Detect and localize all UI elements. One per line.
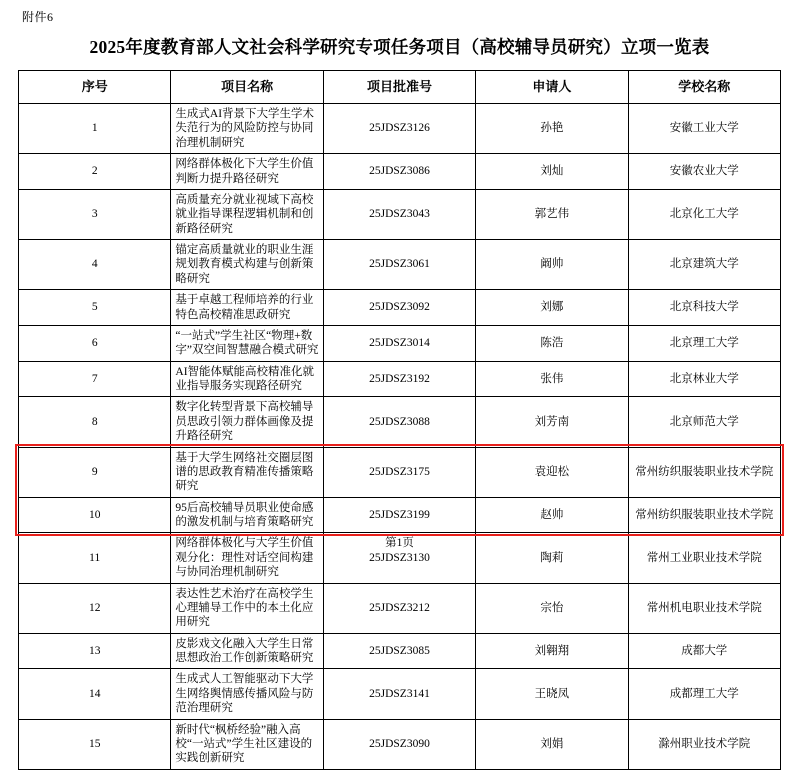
table-row [19, 240, 781, 290]
cell-seq: 13 [19, 633, 171, 669]
cell-applicant: 刘娟 [476, 719, 628, 769]
cell-school: 北京建筑大学 [628, 240, 780, 290]
cell-project-code: 25JDSZ3043 [323, 189, 475, 239]
cell-project-name: 生成式人工智能驱动下大学生网络舆情感传播风险与防范治理研究 [171, 669, 323, 719]
cell-project-code: 25JDSZ3061 [323, 240, 475, 290]
table-row [19, 325, 781, 361]
cell-seq: 2 [19, 154, 171, 190]
cell-seq: 14 [19, 669, 171, 719]
cell-applicant: 王晓凤 [476, 669, 628, 719]
table-header-row [19, 71, 781, 104]
cell-school: 安徽工业大学 [628, 104, 780, 154]
table-row [19, 447, 781, 497]
cell-project-code: 25JDSZ3086 [323, 154, 475, 190]
cell-project-name: 基于卓越工程师培养的行业特色高校精准思政研究 [171, 290, 323, 326]
table-row [19, 290, 781, 326]
cell-project-code: 25JDSZ3088 [323, 397, 475, 447]
column-header-code: 项目批准号 [323, 71, 475, 104]
table-row [19, 633, 781, 669]
cell-project-name: 网络群体极化与大学生价值观分化：理性对话空间构建与协同治理机制研究 [171, 533, 323, 583]
cell-seq: 5 [19, 290, 171, 326]
cell-school: 北京理工大学 [628, 325, 780, 361]
table-row [19, 104, 781, 154]
cell-project-code: 25JDSZ3085 [323, 633, 475, 669]
cell-seq: 9 [19, 447, 171, 497]
cell-school: 常州机电职业技术学院 [628, 583, 780, 633]
cell-applicant: 刘灿 [476, 154, 628, 190]
cell-seq: 10 [19, 497, 171, 533]
table-row [19, 361, 781, 397]
cell-school: 北京科技大学 [628, 290, 780, 326]
cell-project-code: 25JDSZ3014 [323, 325, 475, 361]
table-body [19, 104, 781, 770]
cell-school: 成都理工大学 [628, 669, 780, 719]
cell-project-code: 25JDSZ3199 [323, 497, 475, 533]
table-row [19, 397, 781, 447]
cell-project-code: 25JDSZ3192 [323, 361, 475, 397]
cell-seq: 7 [19, 361, 171, 397]
cell-project-name: 生成式AI背景下大学生学术失范行为的风险防控与协同治理机制研究 [171, 104, 323, 154]
cell-applicant: 宗怡 [476, 583, 628, 633]
cell-project-name: “一站式”学生社区“物理+数字”双空间智慧融合模式研究 [171, 325, 323, 361]
table-row [19, 154, 781, 190]
cell-applicant: 陈浩 [476, 325, 628, 361]
cell-seq: 15 [19, 719, 171, 769]
cell-seq: 12 [19, 583, 171, 633]
cell-applicant: 赵帅 [476, 497, 628, 533]
table-row [19, 669, 781, 719]
cell-project-name: 皮影戏文化融入大学生日常思想政治工作创新策略研究 [171, 633, 323, 669]
cell-applicant: 阚帅 [476, 240, 628, 290]
cell-school: 安徽农业大学 [628, 154, 780, 190]
cell-project-name: 表达性艺术治疗在高校学生心理辅导工作中的本土化应用研究 [171, 583, 323, 633]
cell-seq: 1 [19, 104, 171, 154]
cell-applicant: 郭艺伟 [476, 189, 628, 239]
cell-school: 常州工业职业技术学院 [628, 533, 780, 583]
cell-applicant: 刘翱翔 [476, 633, 628, 669]
cell-project-code: 25JDSZ3090 [323, 719, 475, 769]
cell-seq: 4 [19, 240, 171, 290]
page-title: 2025年度教育部人文社会科学研究专项任务项目（高校辅导员研究）立项一览表 [89, 37, 710, 57]
column-header-person: 申请人 [476, 71, 628, 104]
cell-applicant: 孙艳 [476, 104, 628, 154]
cell-project-name: 网络群体极化下大学生价值判断力提升路径研究 [171, 154, 323, 190]
column-header-seq: 序号 [19, 71, 171, 104]
table-row [19, 497, 781, 533]
cell-project-code: 25JDSZ3130 [323, 533, 475, 583]
cell-project-name: 新时代“枫桥经验”融入高校“一站式”学生社区建设的实践创新研究 [171, 719, 323, 769]
table-row [19, 583, 781, 633]
cell-project-name: 高质量充分就业视域下高校就业指导课程逻辑机制和创新路径研究 [171, 189, 323, 239]
table-row [19, 189, 781, 239]
cell-seq: 6 [19, 325, 171, 361]
cell-project-code: 25JDSZ3126 [323, 104, 475, 154]
attachment-label: 附件6 [22, 10, 54, 24]
column-header-name: 项目名称 [171, 71, 323, 104]
cell-project-name: 锚定高质量就业的职业生涯规划教育模式构建与创新策略研究 [171, 240, 323, 290]
cell-project-name: 95后高校辅导员职业使命感的激发机制与培育策略研究 [171, 497, 323, 533]
table-header [19, 71, 781, 104]
cell-project-code: 25JDSZ3092 [323, 290, 475, 326]
page-footer: 第1页 [385, 537, 414, 549]
cell-seq: 8 [19, 397, 171, 447]
cell-school: 常州纺织服装职业技术学院 [628, 447, 780, 497]
cell-school: 滁州职业技术学院 [628, 719, 780, 769]
cell-seq: 11 [19, 533, 171, 583]
cell-applicant: 张伟 [476, 361, 628, 397]
cell-project-name: AI智能体赋能高校精准化就业指导服务实现路径研究 [171, 361, 323, 397]
cell-project-code: 25JDSZ3141 [323, 669, 475, 719]
table-row [19, 719, 781, 769]
cell-applicant: 刘娜 [476, 290, 628, 326]
cell-project-name: 数字化转型背景下高校辅导员思政引领力群体画像及提升路径研究 [171, 397, 323, 447]
cell-school: 常州纺织服装职业技术学院 [628, 497, 780, 533]
cell-project-name: 基于大学生网络社交圈层图谱的思政教育精准传播策略研究 [171, 447, 323, 497]
cell-applicant: 袁迎松 [476, 447, 628, 497]
cell-seq: 3 [19, 189, 171, 239]
cell-school: 北京林业大学 [628, 361, 780, 397]
cell-school: 成都大学 [628, 633, 780, 669]
column-header-school: 学校名称 [628, 71, 780, 104]
cell-project-code: 25JDSZ3212 [323, 583, 475, 633]
cell-applicant: 陶莉 [476, 533, 628, 583]
cell-school: 北京化工大学 [628, 189, 780, 239]
project-list-table [18, 70, 781, 770]
cell-school: 北京师范大学 [628, 397, 780, 447]
cell-project-code: 25JDSZ3175 [323, 447, 475, 497]
cell-applicant: 刘芳南 [476, 397, 628, 447]
